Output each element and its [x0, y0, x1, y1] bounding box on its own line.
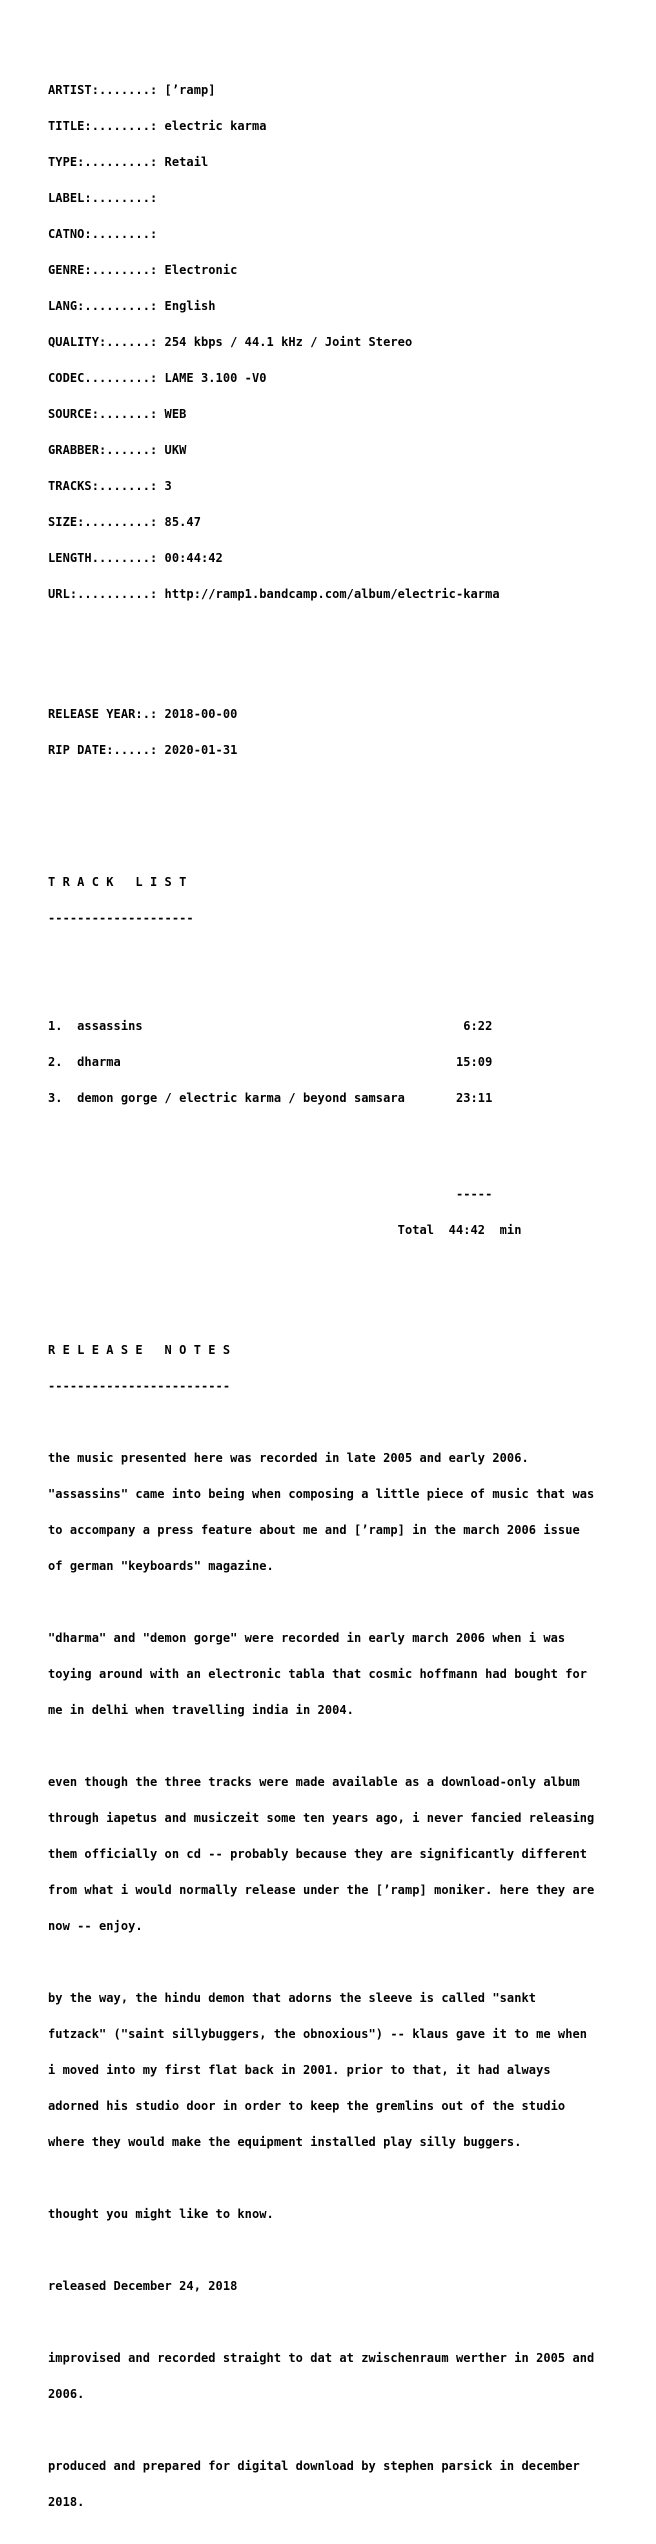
note-line: of german "keyboards" magazine.	[48, 1559, 274, 1573]
lang-line: LANG:.........: English	[48, 299, 216, 313]
note-line: the music presented here was recorded in late 2005 and early 2006.	[48, 1451, 529, 1465]
length-line: LENGTH........: 00:44:42	[48, 551, 223, 565]
grabber-line: GRABBER:......: UKW	[48, 443, 187, 457]
note-line: them officially on cd -- probably because they are significantly different	[48, 1847, 588, 1861]
note-line: 2006.	[48, 2387, 85, 2401]
type-line: TYPE:.........: Retail	[48, 155, 209, 169]
note-line: adorned his studio door in order to keep the gremlins out of the studio	[48, 2099, 566, 2113]
note-line: to accompany a press feature about me and [’ramp] in the march 2006 issue	[48, 1523, 580, 1537]
note-line: "assassins" came into being when composing a little piece of music that was	[48, 1487, 595, 1501]
note-line: even though the three tracks were made available as a download-only album	[48, 1775, 580, 1789]
release-year-line: RELEASE YEAR:.: 2018-00-00	[48, 707, 238, 721]
header-block	[48, 60, 656, 624]
track-list-section	[48, 852, 656, 1260]
url-line: URL:..........: http://ramp1.bandcamp.com/album/electric-karma	[48, 587, 500, 601]
note-line: futzack" ("saint sillybuggers, the obnoxious") -- klaus gave it to me when	[48, 2027, 588, 2041]
note-line: from what i would normally release under the [’ramp] moniker. here they are	[48, 1883, 595, 1897]
title-line: TITLE:........: electric karma	[48, 119, 267, 133]
rip-date-line: RIP DATE:.....: 2020-01-31	[48, 743, 238, 757]
note-line: 2018.	[48, 2495, 85, 2509]
track-row: 1. assassins 6:22	[48, 1019, 493, 1033]
note-line: thought you might like to know.	[48, 2207, 274, 2221]
artist-line: ARTIST:.......: [’ramp]	[48, 83, 216, 97]
genre-line: GENRE:........: Electronic	[48, 263, 238, 277]
note-line: me in delhi when travelling india in 2004.	[48, 1703, 354, 1717]
note-line: through iapetus and musiczeit some ten years ago, i never fancied releasing	[48, 1811, 595, 1825]
label-line: LABEL:........:	[48, 191, 158, 205]
track-list-heading: T R A C K L I S T	[48, 875, 187, 889]
note-line: toying around with an electronic tabla that cosmic hoffmann had bought for	[48, 1667, 588, 1681]
note-line: where they would make the equipment installed play silly buggers.	[48, 2135, 522, 2149]
dates-block	[48, 684, 656, 780]
quality-line: QUALITY:......: 254 kbps / 44.1 kHz / Joint Stereo	[48, 335, 413, 349]
note-line: by the way, the hindu demon that adorns the sleeve is called "sankt	[48, 1991, 537, 2005]
release-notes-heading: R E L E A S E N O T E S	[48, 1343, 231, 1357]
size-line: SIZE:.........: 85.47	[48, 515, 201, 529]
note-line: now -- enjoy.	[48, 1919, 143, 1933]
total-line: Total 44:42 min	[48, 1223, 522, 1237]
note-line: i moved into my first flat back in 2001. prior to that, it had always	[48, 2063, 551, 2077]
codec-line: CODEC.........: LAME 3.100 -V0	[48, 371, 267, 385]
tracks-count-line: TRACKS:.......: 3	[48, 479, 172, 493]
total-rule: -----	[48, 1187, 493, 1201]
source-line: SOURCE:.......: WEB	[48, 407, 187, 421]
release-notes-underline: -------------------------	[48, 1379, 231, 1393]
note-line: "dharma" and "demon gorge" were recorded in early march 2006 when i was	[48, 1631, 566, 1645]
release-notes-section	[48, 1320, 656, 2532]
note-line: improvised and recorded straight to dat at zwischenraum werther in 2005 and	[48, 2351, 595, 2365]
track-row: 3. demon gorge / electric karma / beyond samsara 23:11	[48, 1091, 493, 1105]
note-line: produced and prepared for digital download by stephen parsick in december	[48, 2459, 580, 2473]
catno-line: CATNO:........:	[48, 227, 158, 241]
track-list-underline: --------------------	[48, 911, 194, 925]
note-line: released December 24, 2018	[48, 2279, 238, 2293]
track-row: 2. dharma 15:09	[48, 1055, 493, 1069]
